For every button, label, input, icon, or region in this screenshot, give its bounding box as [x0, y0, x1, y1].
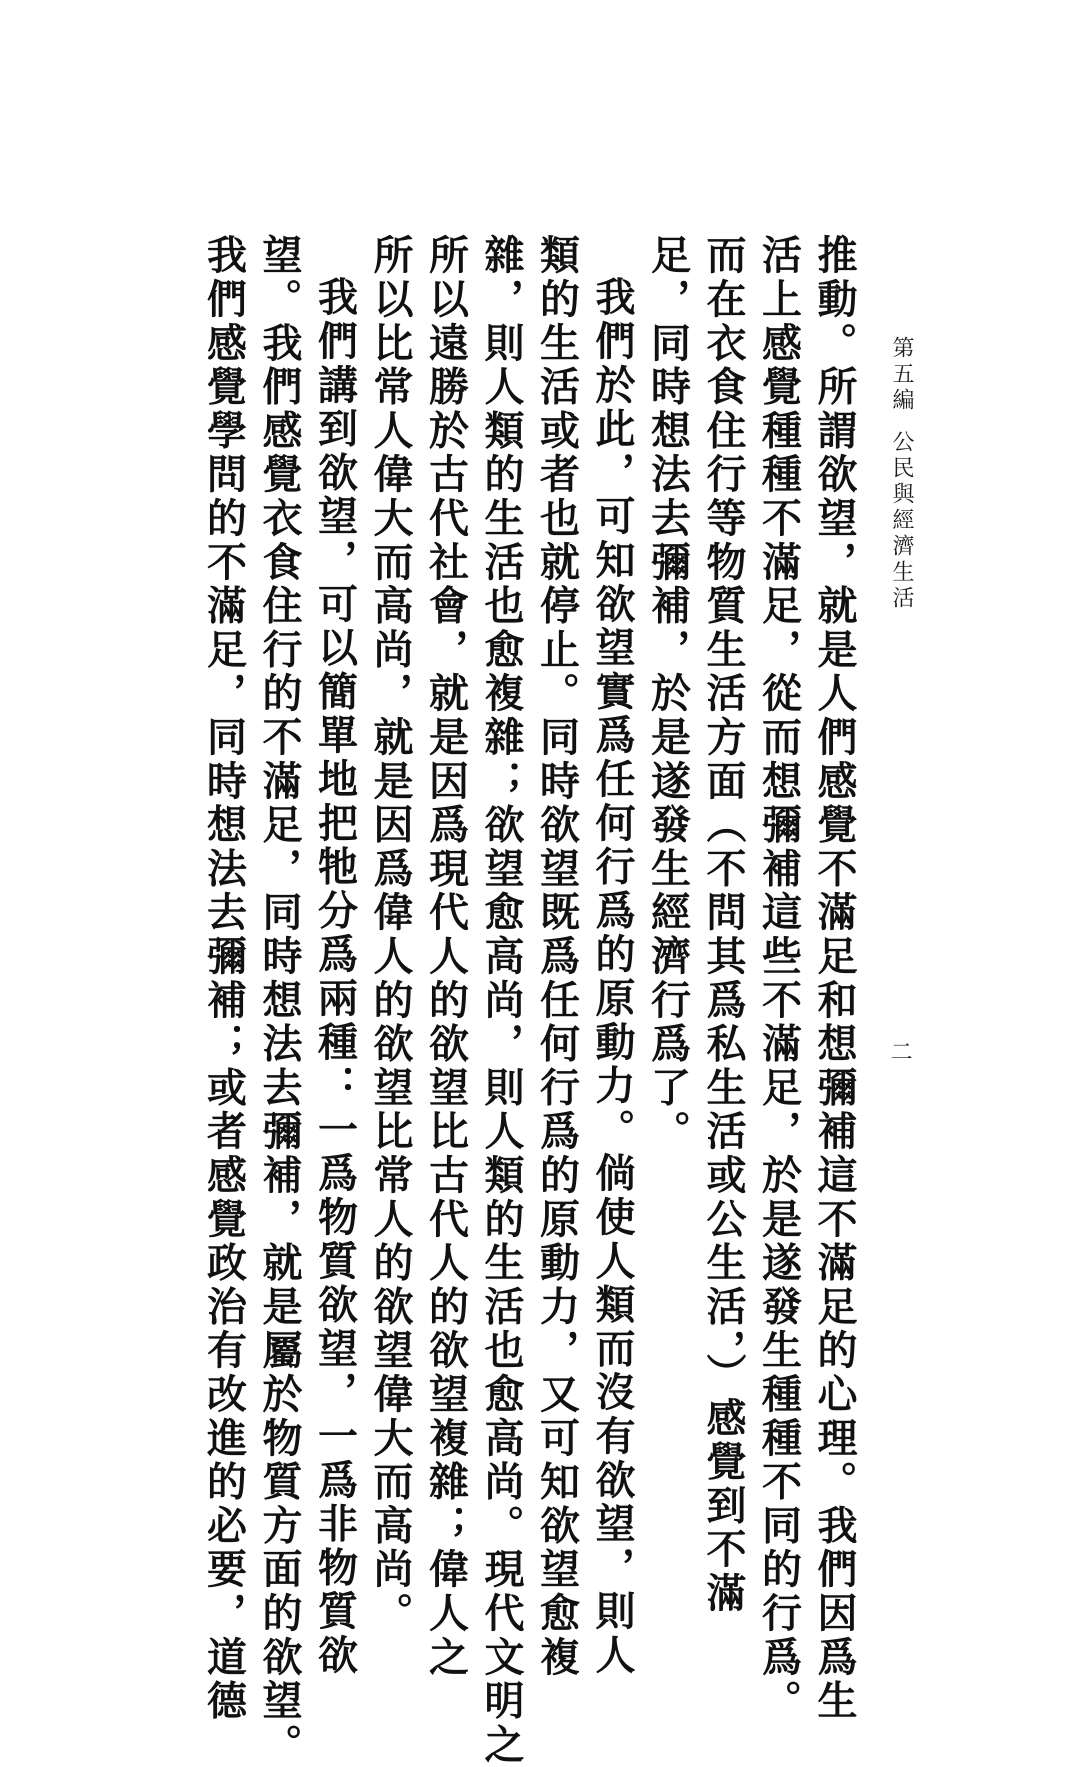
text-column: 望。我們感覺衣食住行的不滿足，同時想法去彌補，就是屬於物質方面的欲望。 [256, 234, 303, 1767]
text-column: 所以遠勝於古代社會，就是因爲現代人的欲望比古代人的欲望複雜；偉人之 [422, 234, 470, 1680]
text-column: 而在衣食住行等物質生活方面（不問其爲私生活或公生活，）感覺到不滿 [700, 234, 747, 1616]
text-column: 我們感覺學問的不滿足，同時想法去彌補；或者感覺政治有改進的必要，道德 [200, 234, 248, 1724]
body-text [196, 234, 862, 1767]
running-head [884, 336, 918, 612]
paragraph-start-column: 我們講到欲望，可以簡單地把牠分爲兩種：一爲物質欲望，一爲非物質欲 [311, 276, 359, 1678]
text-column: 足，同時想法去彌補，於是遂發生經濟行爲了。 [644, 234, 692, 1154]
page-number: 二 [887, 1040, 912, 1062]
text-column: 雜，則人類的生活也愈複雜；欲望愈高尚，則人類的生活也愈高尚。現代文明之 [478, 234, 525, 1767]
text-column: 所以比常人偉大而高尚，就是因爲偉人的欲望比常人的欲望偉大而高尚。 [367, 234, 414, 1636]
text-column: 類的生活或者也就停止。同時欲望既爲任何行爲的原動力，又可知欲望愈複 [533, 234, 581, 1680]
running-head-title: 公民與經濟生活 [889, 430, 914, 612]
text-column: 活上感覺種種不滿足，從而想彌補這些不滿足，於是遂發生種種不同的行爲。 [755, 234, 803, 1724]
text-column: 推動。所謂欲望，就是人們感覺不滿足和想彌補這不滿足的心理。我們因爲生 [811, 234, 858, 1724]
paragraph-start-column: 我們於此，可知欲望實爲任何行爲的原動力。倘使人類而沒有欲望，則人 [589, 276, 636, 1678]
running-head-part: 第五編 [889, 336, 914, 414]
